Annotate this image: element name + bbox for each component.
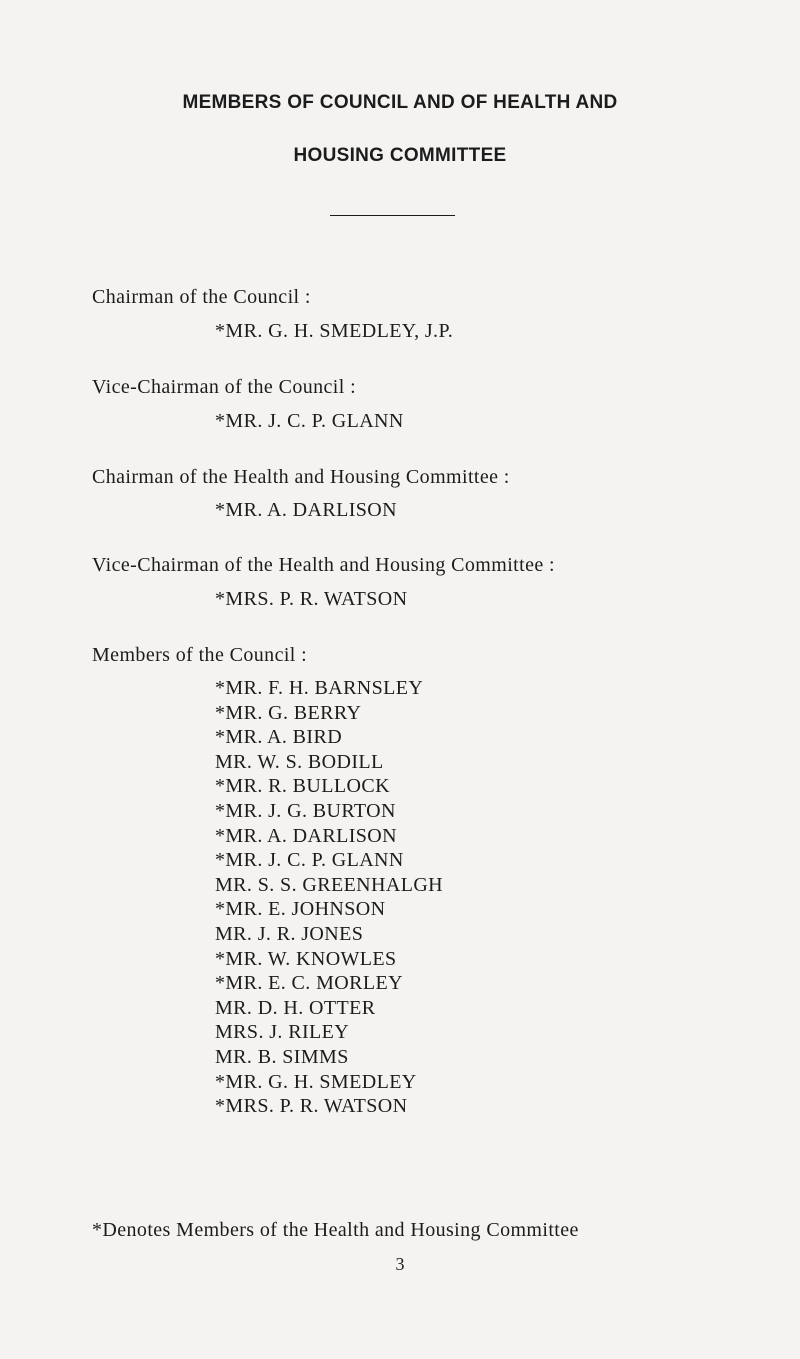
list-item: *MR. E. JOHNSON bbox=[215, 898, 386, 921]
page-title-line-1: MEMBERS OF COUNCIL AND OF HEALTH AND bbox=[182, 92, 618, 113]
members-list bbox=[215, 676, 443, 1119]
list-item: *MR. A. BIRD bbox=[215, 726, 343, 749]
chairman-council-name: *MR. G. H. SMEDLEY, J.P. bbox=[215, 320, 454, 342]
list-item: *MR. F. H. BARNSLEY bbox=[215, 677, 424, 699]
chairman-council-label: Chairman of the Council : bbox=[92, 286, 311, 308]
footnote: *Denotes Members of the Health and Housing Committee bbox=[92, 1219, 579, 1241]
list-item: MR. B. SIMMS bbox=[215, 1045, 349, 1068]
list-item: MR. D. H. OTTER bbox=[215, 996, 376, 1019]
list-item: *MR. G. H. SMEDLEY bbox=[215, 1070, 417, 1093]
list-item: *MR. R. BULLOCK bbox=[215, 775, 390, 798]
vice-chairman-committee-label: Vice-Chairman of the Health and Housing Committee : bbox=[92, 554, 555, 576]
list-item: *MR. J. C. P. GLANN bbox=[215, 849, 404, 872]
page-title-line-2: HOUSING COMMITTEE bbox=[293, 145, 507, 166]
chairman-committee-name: *MR. A. DARLISON bbox=[215, 499, 397, 521]
list-item: *MR. A. DARLISON bbox=[215, 824, 397, 847]
list-item: *MR. E. C. MORLEY bbox=[215, 972, 403, 995]
list-item: MR. W. S. BODILL bbox=[215, 750, 384, 773]
list-item: *MR. J. G. BURTON bbox=[215, 799, 396, 822]
members-heading: Members of the Council : bbox=[92, 644, 308, 666]
divider-rule bbox=[330, 215, 455, 216]
list-item: *MRS. P. R. WATSON bbox=[215, 1095, 408, 1118]
list-item: *MR. W. KNOWLES bbox=[215, 947, 397, 970]
list-item: *MR. G. BERRY bbox=[215, 701, 362, 724]
vice-chairman-committee-name: *MRS. P. R. WATSON bbox=[215, 588, 408, 610]
chairman-committee-label: Chairman of the Health and Housing Committee : bbox=[92, 466, 510, 488]
list-item: MR. S. S. GREENHALGH bbox=[215, 873, 444, 896]
vice-chairman-council-label: Vice-Chairman of the Council : bbox=[92, 376, 357, 398]
list-item: MR. J. R. JONES bbox=[215, 922, 364, 945]
page-number: 3 bbox=[395, 1254, 405, 1274]
vice-chairman-council-name: *MR. J. C. P. GLANN bbox=[215, 410, 404, 432]
list-item: MRS. J. RILEY bbox=[215, 1021, 350, 1044]
